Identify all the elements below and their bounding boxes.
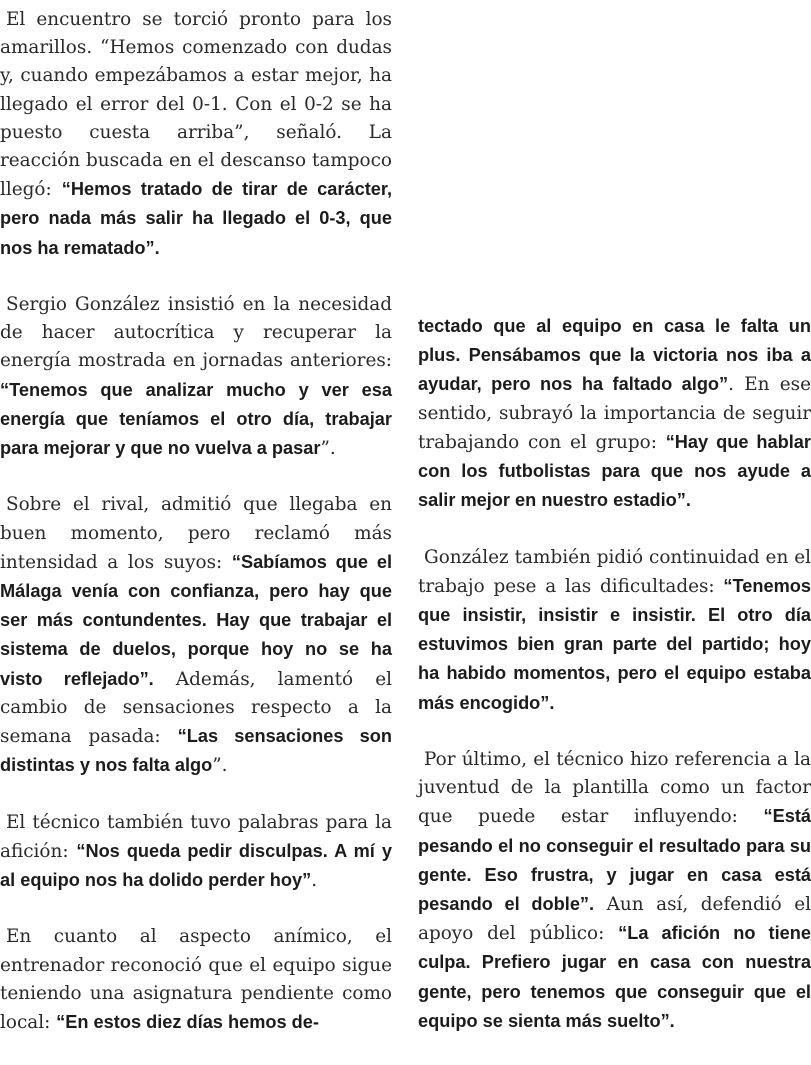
article-right-column xyxy=(418,312,811,1064)
body-text: . xyxy=(311,870,318,892)
quote-text: “Tenemos que insistir, insistir e insistir. El otro día estuvimos bien gran parte del partido; hoy ha habido momentos, pero el equipo estaba más encogido”. xyxy=(418,575,811,713)
article-paragraph xyxy=(0,6,392,263)
body-text: El técnico también tuvo palabras para la afición: xyxy=(0,811,392,862)
article-paragraph xyxy=(0,923,392,1037)
body-text: Por último, el técnico hizo referencia a la juventud de la plantilla como un factor que puede estar influyendo: xyxy=(418,749,811,828)
quote-text: “La afición no tiene culpa. Prefiero jugar en casa con nuestra gente, pero tenemos que conseguir que el equipo se sienta más suelto”. xyxy=(418,923,811,1031)
body-text: González también pidió continuidad en el trabajo pese a las dificultades: xyxy=(418,546,811,597)
quote-text: “Está pesando el no conseguir el resultado para su gente. Eso frustra, y jugar en casa está pesando el doble”. xyxy=(418,806,811,915)
body-text: . En ese sentido, subrayó la importancia de seguir trabajando con el grupo: xyxy=(418,374,811,453)
quote-text: “Las sensaciones son distintas y nos falta algo xyxy=(0,726,393,776)
quote-text: “Nos queda pedir disculpas. A mí y al equipo nos ha dolido perder hoy” xyxy=(0,840,392,891)
body-text: Aun así, defendió el apoyo del público: xyxy=(418,894,811,945)
article-paragraph xyxy=(418,544,811,718)
body-text: En cuanto al aspecto anímico, el entrenador reconoció que el equipo sigue teniendo una asignatura pendiente como local: xyxy=(0,926,392,1034)
quote-text: “Hay que hablar con los futbolistas para que nos ayude a salir mejor en nuestro estadio”. xyxy=(418,431,811,511)
article-paragraph xyxy=(418,746,811,1036)
body-text: Sobre el rival, admitió que llegaba en buen momento, pero reclamó más intensidad a los suyos: xyxy=(0,494,392,573)
article-paragraph xyxy=(0,291,392,463)
quote-text: tectado que al equipo en casa le falta un plus. Pensábamos que la victoria nos iba a ayudar, pero nos ha faltado algo” xyxy=(418,316,811,395)
body-text: Sergio González insistió en la necesidad de hacer autocrítica y recuperar la energía mostrada en jornadas anteriores: xyxy=(0,294,392,372)
body-text: ”. xyxy=(212,755,228,777)
article-paragraph xyxy=(418,312,811,515)
article-paragraph xyxy=(0,491,392,780)
article-left-column xyxy=(0,6,392,1065)
quote-text: “Hemos tratado de tirar de carácter, pero nada más salir ha llegado el 0-3, que nos ha rematado”. xyxy=(0,179,392,258)
body-text: El encuentro se torció pronto para los amarillos. “Hemos comenzado con dudas y, cuando empezábamos a estar mejor, ha llegado el error del 0-1. Con el 0-2 se ha puesto cuesta arriba”, señaló. La reacción buscada en el descanso tampoco llegó: xyxy=(0,9,392,201)
body-text: Además, lamentó el cambio de sensaciones respecto a la semana pasada: xyxy=(0,668,392,748)
quote-text: “En estos diez días hemos de- xyxy=(56,1012,319,1033)
body-text: ”. xyxy=(320,438,336,460)
article-paragraph xyxy=(0,809,392,896)
quote-text: “Sabíamos que el Málaga venía con confianza, pero hay que ser más contundentes. Hay que trabajar el sistema de duelos, porque hoy no se ha visto reflejado”. xyxy=(0,551,392,689)
quote-text: “Tenemos que analizar mucho y ver esa energía que teníamos el otro día, trabajar para mejorar y que no vuelva a pasar xyxy=(0,379,392,459)
